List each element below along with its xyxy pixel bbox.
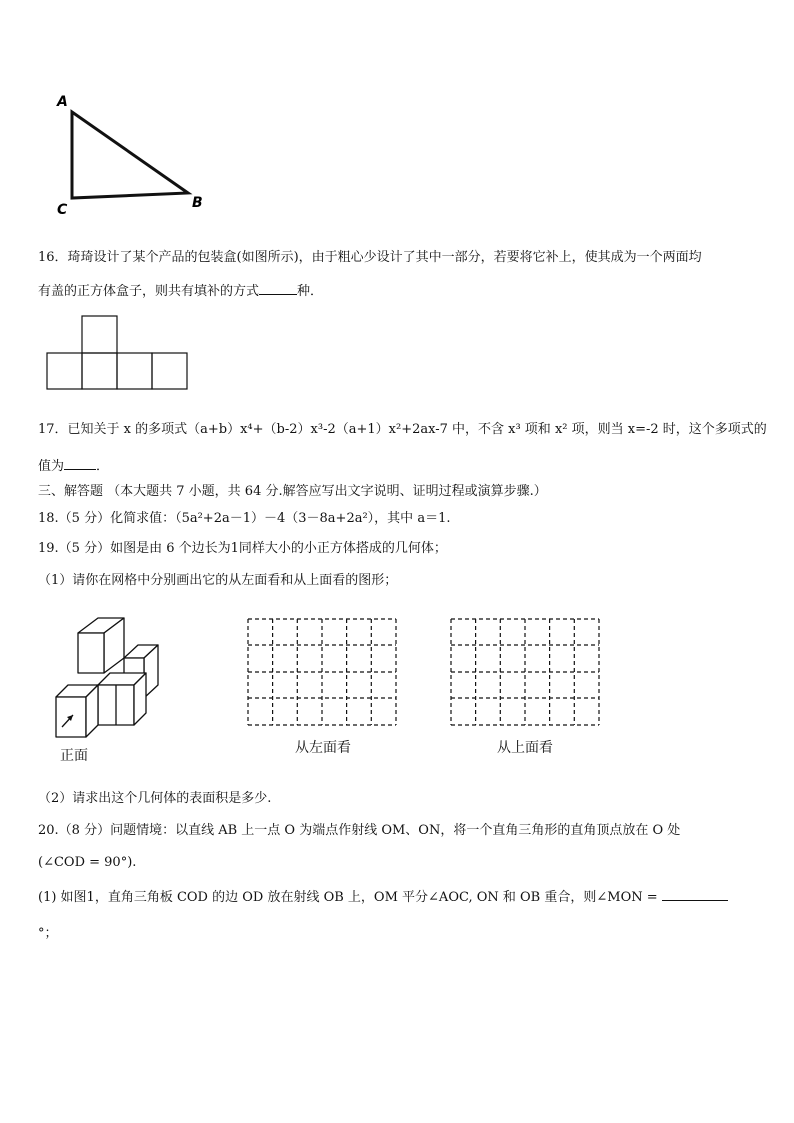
net-square-top (82, 316, 117, 353)
question-20-part1-end: °； (38, 926, 58, 941)
cube-solid-figure (48, 615, 168, 745)
label-b: B (192, 195, 203, 211)
question-19-part1: （1）请你在网格中分别画出它的从左面看和从上面看的图形； (38, 573, 398, 588)
label-c: C (57, 202, 68, 218)
question-17-text: 值为 (38, 459, 65, 474)
question-17-line1: 17．已知关于 x 的多项式（a+b）x⁴+（b-2）x³-2（a+1）x²+2ax-7 中，不含 x³ 项和 x² 项，则当 x=-2 时，这个多项式的 (38, 422, 767, 437)
question-20-part1 (38, 888, 728, 907)
question-20-condition: (∠COD = 90°). (38, 855, 137, 870)
box-net-figure (44, 314, 190, 392)
net-square-2 (82, 353, 117, 389)
question-19-part2: （2）请求出这个几何体的表面积是多少. (38, 791, 272, 806)
label-a: A (57, 94, 68, 110)
question-17-blank (64, 457, 96, 470)
left-view-grid (247, 618, 397, 726)
question-16-text-end: 种． (297, 284, 324, 299)
question-16-text: 有盖的正方体盒子，则共有填补的方式 (38, 284, 260, 299)
section-3-heading: 三、解答题 （本大题共 7 小题，共 64 分.解答应写出文字说明、证明过程或演算步骤.） (38, 484, 547, 499)
question-19-title: 19.（5 分）如图是由 6 个边长为1同样大小的小正方体搭成的几何体； (38, 541, 447, 556)
question-16-blank (259, 282, 297, 295)
net-square-1 (47, 353, 82, 389)
top-view-label: 从上面看 (497, 740, 553, 756)
question-20-blank (662, 888, 728, 901)
front-label: 正面 (60, 748, 88, 764)
triangle-abc (72, 112, 188, 198)
left-view-label: 从左面看 (295, 740, 351, 756)
question-16-line2 (38, 282, 323, 301)
question-18: 18.（5 分）化简求值：（5a²+2a－1）－4（3－8a+2a²），其中 a＝1. (38, 511, 451, 526)
question-20-title: 20.（8 分）问题情境：以直线 AB 上一点 O 为端点作射线 OM、ON，将一个直角三角形的直角顶点放在 O 处 (38, 823, 681, 838)
question-20-part1-text: (1) 如图1，直角三角板 COD 的边 OD 放在射线 OB 上，OM 平分∠AOC, ON 和 OB 重合，则∠MON = (38, 890, 658, 905)
question-17-line2 (38, 457, 109, 476)
triangle-abc-figure (50, 90, 220, 220)
question-16-line1: 16．琦琦设计了某个产品的包装盒(如图所示)，由于粗心少设计了其中一部分，若要将它补上，使其成为一个两面均 (38, 250, 702, 265)
net-square-4 (152, 353, 187, 389)
question-17-text-end: ． (96, 459, 110, 474)
top-view-grid (450, 618, 600, 726)
net-square-3 (117, 353, 152, 389)
